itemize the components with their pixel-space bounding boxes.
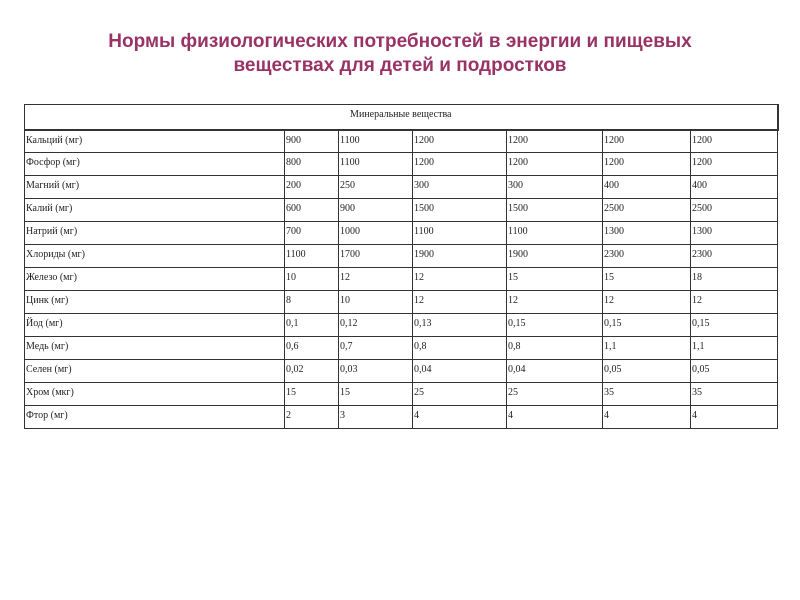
value-cell: 0,15: [691, 314, 778, 337]
table-section-header-row: [25, 105, 778, 130]
value-cell: 900: [339, 199, 413, 222]
value-cell: 0,13: [413, 314, 507, 337]
nutrient-name-cell: Хром (мкг): [25, 383, 285, 406]
page-title: [60, 30, 740, 78]
table-row: [25, 406, 778, 429]
value-cell: 1700: [339, 245, 413, 268]
value-cell: 12: [691, 291, 778, 314]
value-cell: 0,15: [507, 314, 603, 337]
value-cell: 700: [285, 222, 339, 245]
value-cell: 1900: [507, 245, 603, 268]
table-row: [25, 199, 778, 222]
value-cell: 15: [603, 268, 691, 291]
table-row: [25, 222, 778, 245]
value-cell: 1300: [691, 222, 778, 245]
value-cell: 12: [507, 291, 603, 314]
nutrient-name-cell: Хлориды (мг): [25, 245, 285, 268]
table-row: [25, 383, 778, 406]
minerals-table: [24, 104, 779, 429]
value-cell: 1200: [691, 153, 778, 176]
value-cell: 0,03: [339, 360, 413, 383]
value-cell: 0,1: [285, 314, 339, 337]
page-title-line-2: веществах для детей и подростков: [233, 55, 567, 76]
value-cell: 1100: [285, 245, 339, 268]
value-cell: 1200: [603, 130, 691, 153]
table-row: [25, 291, 778, 314]
value-cell: 25: [507, 383, 603, 406]
value-cell: 0,12: [339, 314, 413, 337]
value-cell: 35: [691, 383, 778, 406]
nutrient-name-cell: Кальций (мг): [25, 130, 285, 153]
value-cell: 4: [691, 406, 778, 429]
value-cell: 1200: [507, 153, 603, 176]
value-cell: 25: [413, 383, 507, 406]
value-cell: 0,04: [413, 360, 507, 383]
value-cell: 250: [339, 176, 413, 199]
page-title-line-1: Нормы физиологических потребностей в энергии и пищевых: [108, 31, 692, 52]
value-cell: 0,6: [285, 337, 339, 360]
value-cell: 12: [413, 291, 507, 314]
value-cell: 12: [603, 291, 691, 314]
value-cell: 2300: [691, 245, 778, 268]
value-cell: 0,8: [507, 337, 603, 360]
nutrient-name-cell: Железо (мг): [25, 268, 285, 291]
table-section-header: Минеральные вещества: [25, 105, 778, 130]
value-cell: 0,05: [603, 360, 691, 383]
value-cell: 1200: [603, 153, 691, 176]
value-cell: 0,05: [691, 360, 778, 383]
table-row: [25, 245, 778, 268]
value-cell: 15: [285, 383, 339, 406]
value-cell: 1200: [413, 130, 507, 153]
table-row: [25, 130, 778, 153]
value-cell: 8: [285, 291, 339, 314]
value-cell: 10: [285, 268, 339, 291]
table-row: [25, 176, 778, 199]
nutrient-name-cell: Йод (мг): [25, 314, 285, 337]
nutrient-name-cell: Калий (мг): [25, 199, 285, 222]
nutrient-name-cell: Селен (мг): [25, 360, 285, 383]
value-cell: 2500: [603, 199, 691, 222]
value-cell: 800: [285, 153, 339, 176]
value-cell: 1500: [413, 199, 507, 222]
nutrient-name-cell: Фосфор (мг): [25, 153, 285, 176]
value-cell: 3: [339, 406, 413, 429]
nutrient-name-cell: Фтор (мг): [25, 406, 285, 429]
value-cell: 0,8: [413, 337, 507, 360]
value-cell: 4: [507, 406, 603, 429]
value-cell: 1,1: [603, 337, 691, 360]
value-cell: 900: [285, 130, 339, 153]
table-row: [25, 314, 778, 337]
value-cell: 15: [507, 268, 603, 291]
value-cell: 1100: [507, 222, 603, 245]
table-row: [25, 153, 778, 176]
value-cell: 400: [691, 176, 778, 199]
nutrient-name-cell: Магний (мг): [25, 176, 285, 199]
value-cell: 12: [339, 268, 413, 291]
value-cell: 2500: [691, 199, 778, 222]
value-cell: 0,04: [507, 360, 603, 383]
table-row: [25, 337, 778, 360]
value-cell: 1000: [339, 222, 413, 245]
value-cell: 2300: [603, 245, 691, 268]
table-row: [25, 360, 778, 383]
value-cell: 1100: [339, 153, 413, 176]
value-cell: 0,02: [285, 360, 339, 383]
value-cell: 1300: [603, 222, 691, 245]
value-cell: 2: [285, 406, 339, 429]
value-cell: 1,1: [691, 337, 778, 360]
value-cell: 200: [285, 176, 339, 199]
nutrient-name-cell: Цинк (мг): [25, 291, 285, 314]
value-cell: 35: [603, 383, 691, 406]
value-cell: 1500: [507, 199, 603, 222]
nutrient-name-cell: Медь (мг): [25, 337, 285, 360]
value-cell: 0,15: [603, 314, 691, 337]
value-cell: 600: [285, 199, 339, 222]
value-cell: 12: [413, 268, 507, 291]
value-cell: 1900: [413, 245, 507, 268]
value-cell: 1200: [507, 130, 603, 153]
value-cell: 1100: [339, 130, 413, 153]
value-cell: 300: [507, 176, 603, 199]
table-row: [25, 268, 778, 291]
value-cell: 300: [413, 176, 507, 199]
value-cell: 0,7: [339, 337, 413, 360]
value-cell: 15: [339, 383, 413, 406]
value-cell: 10: [339, 291, 413, 314]
value-cell: 400: [603, 176, 691, 199]
value-cell: 4: [603, 406, 691, 429]
nutrient-name-cell: Натрий (мг): [25, 222, 285, 245]
value-cell: 1100: [413, 222, 507, 245]
value-cell: 1200: [413, 153, 507, 176]
value-cell: 1200: [691, 130, 778, 153]
value-cell: 4: [413, 406, 507, 429]
value-cell: 18: [691, 268, 778, 291]
